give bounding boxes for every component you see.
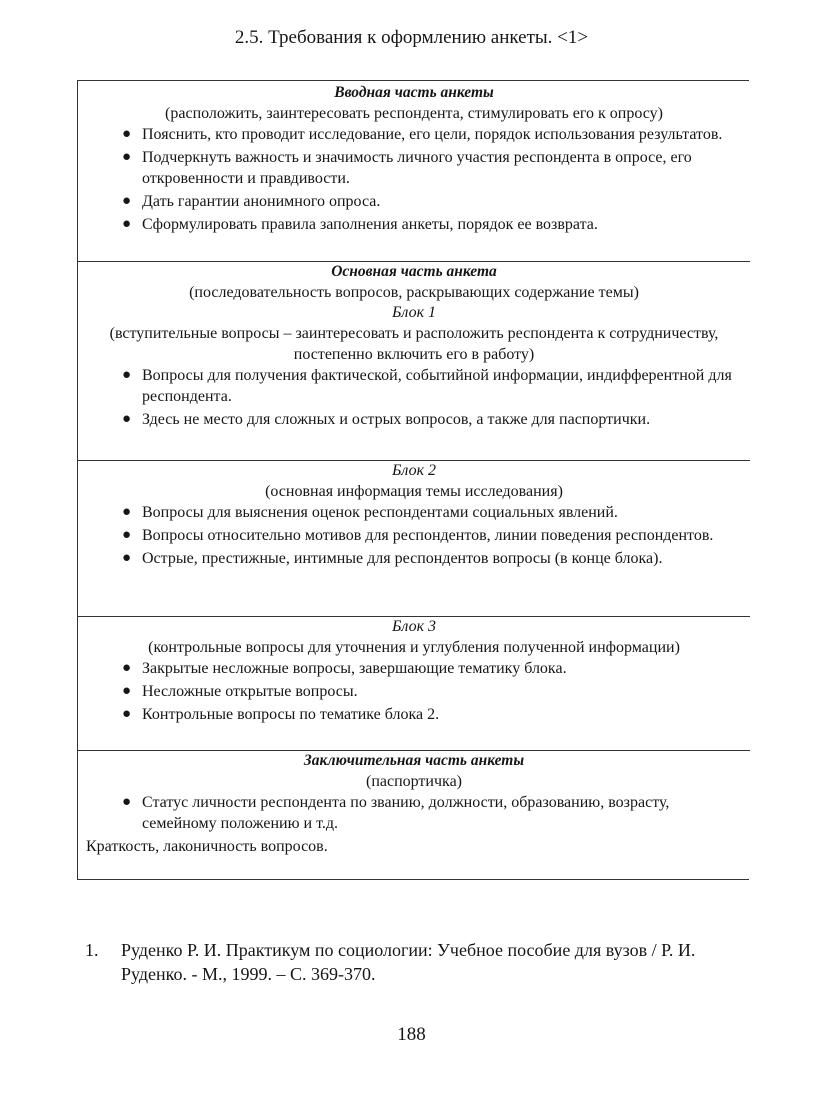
final-list [86,792,742,834]
footnote-number: 1. [85,940,99,960]
final-description: (паспортичка) [365,773,462,790]
bullet-icon: ● [122,193,132,209]
list-item: ● Вопросы относительно мотивов для респондентов, линии поведения респондентов. [122,527,714,544]
list-item: ● Вопросы для получения фактической, событийной информации, индифферентной для респондента. [122,367,732,405]
main-title: Основная часть анкета [331,263,497,280]
bullet-icon: ● [122,794,132,810]
list-item: ● Подчеркнуть важность и значимость личного участия респондента в опросе, его откровенности и правдивости. [122,149,692,187]
bullet-icon: ● [122,660,132,676]
bullet-icon: ● [122,149,132,165]
intro-list [86,124,742,235]
block3-title: Блок 3 [391,618,437,635]
bullet-icon: ● [122,706,132,722]
bullet-icon: ● [122,550,132,566]
bullet-icon: ● [122,527,132,543]
bullet-icon: ● [122,411,132,427]
block1-title: Блок 1 [391,304,437,321]
block2-description: (основная информация темы исследования) [265,483,563,500]
intro-title: Вводная часть анкеты [334,84,494,101]
list-item: ● Дать гарантии анонимного опроса. [122,193,381,210]
bullet-icon: ● [122,367,132,383]
list-item: ● Статус личности респондента по званию, должности, образованию, возрасту, семейному положению и т.д. [122,794,670,832]
block3-description: (контрольные вопросы для уточнения и углубления полученной информации) [148,639,680,656]
block3-list [86,658,742,725]
list-item: ● Закрытые несложные вопросы, завершающие тематику блока. [122,660,567,677]
list-item: ● Сформулировать правила заполнения анкеты, порядок ее возврата. [122,216,598,233]
main-section [78,261,750,432]
block2-title: Блок 2 [391,462,437,479]
block2-section [78,460,750,571]
list-item: ● Здесь не место для сложных и острых вопросов, а также для паспортички. [122,411,651,428]
list-item: ● Острые, престижные, интимные для респондентов вопросы (в конце блока). [122,550,663,567]
block1-list [86,365,742,430]
closing-note: Краткость, лаконичность вопросов. [86,838,328,855]
intro-description: (расположить, заинтересовать респондента, стимулировать его к опросу) [165,105,663,122]
list-item: ● Вопросы для выяснения оценок респондентами социальных явлений. [122,504,618,521]
block1-description: (вступительные вопросы – заинтересовать и расположить респондента к сотрудничеству, постепенно включить его в работу) [109,325,719,363]
requirements-table [77,80,749,880]
bullet-icon: ● [122,683,132,699]
page-title: 2.5. Требования к оформлению анкеты. <1> [234,27,589,48]
list-item: ● Контрольные вопросы по тематике блока 2. [122,706,440,723]
intro-section [78,83,750,237]
block2-list [86,502,742,569]
list-item: ● Несложные открытые вопросы. [122,683,358,700]
block3-section [78,616,750,727]
list-item: ● Пояснить, кто проводит исследование, его цели, порядок использования результатов. [122,126,723,143]
final-title: Заключительная часть анкеты [303,752,525,769]
bullet-icon: ● [122,504,132,520]
final-section [78,750,750,857]
bullet-icon: ● [122,126,132,142]
main-description: (последовательность вопросов, раскрывающих содержание темы) [189,284,639,301]
footnote-text: Руденко Р. И. Практикум по социологии: Учебное пособие для вузов / Р. И. Руденко. - М., 1999. – С. 369-370. [121,940,696,984]
footnote [85,938,765,986]
bullet-icon: ● [122,216,132,232]
page-number: 188 [397,1024,426,1045]
